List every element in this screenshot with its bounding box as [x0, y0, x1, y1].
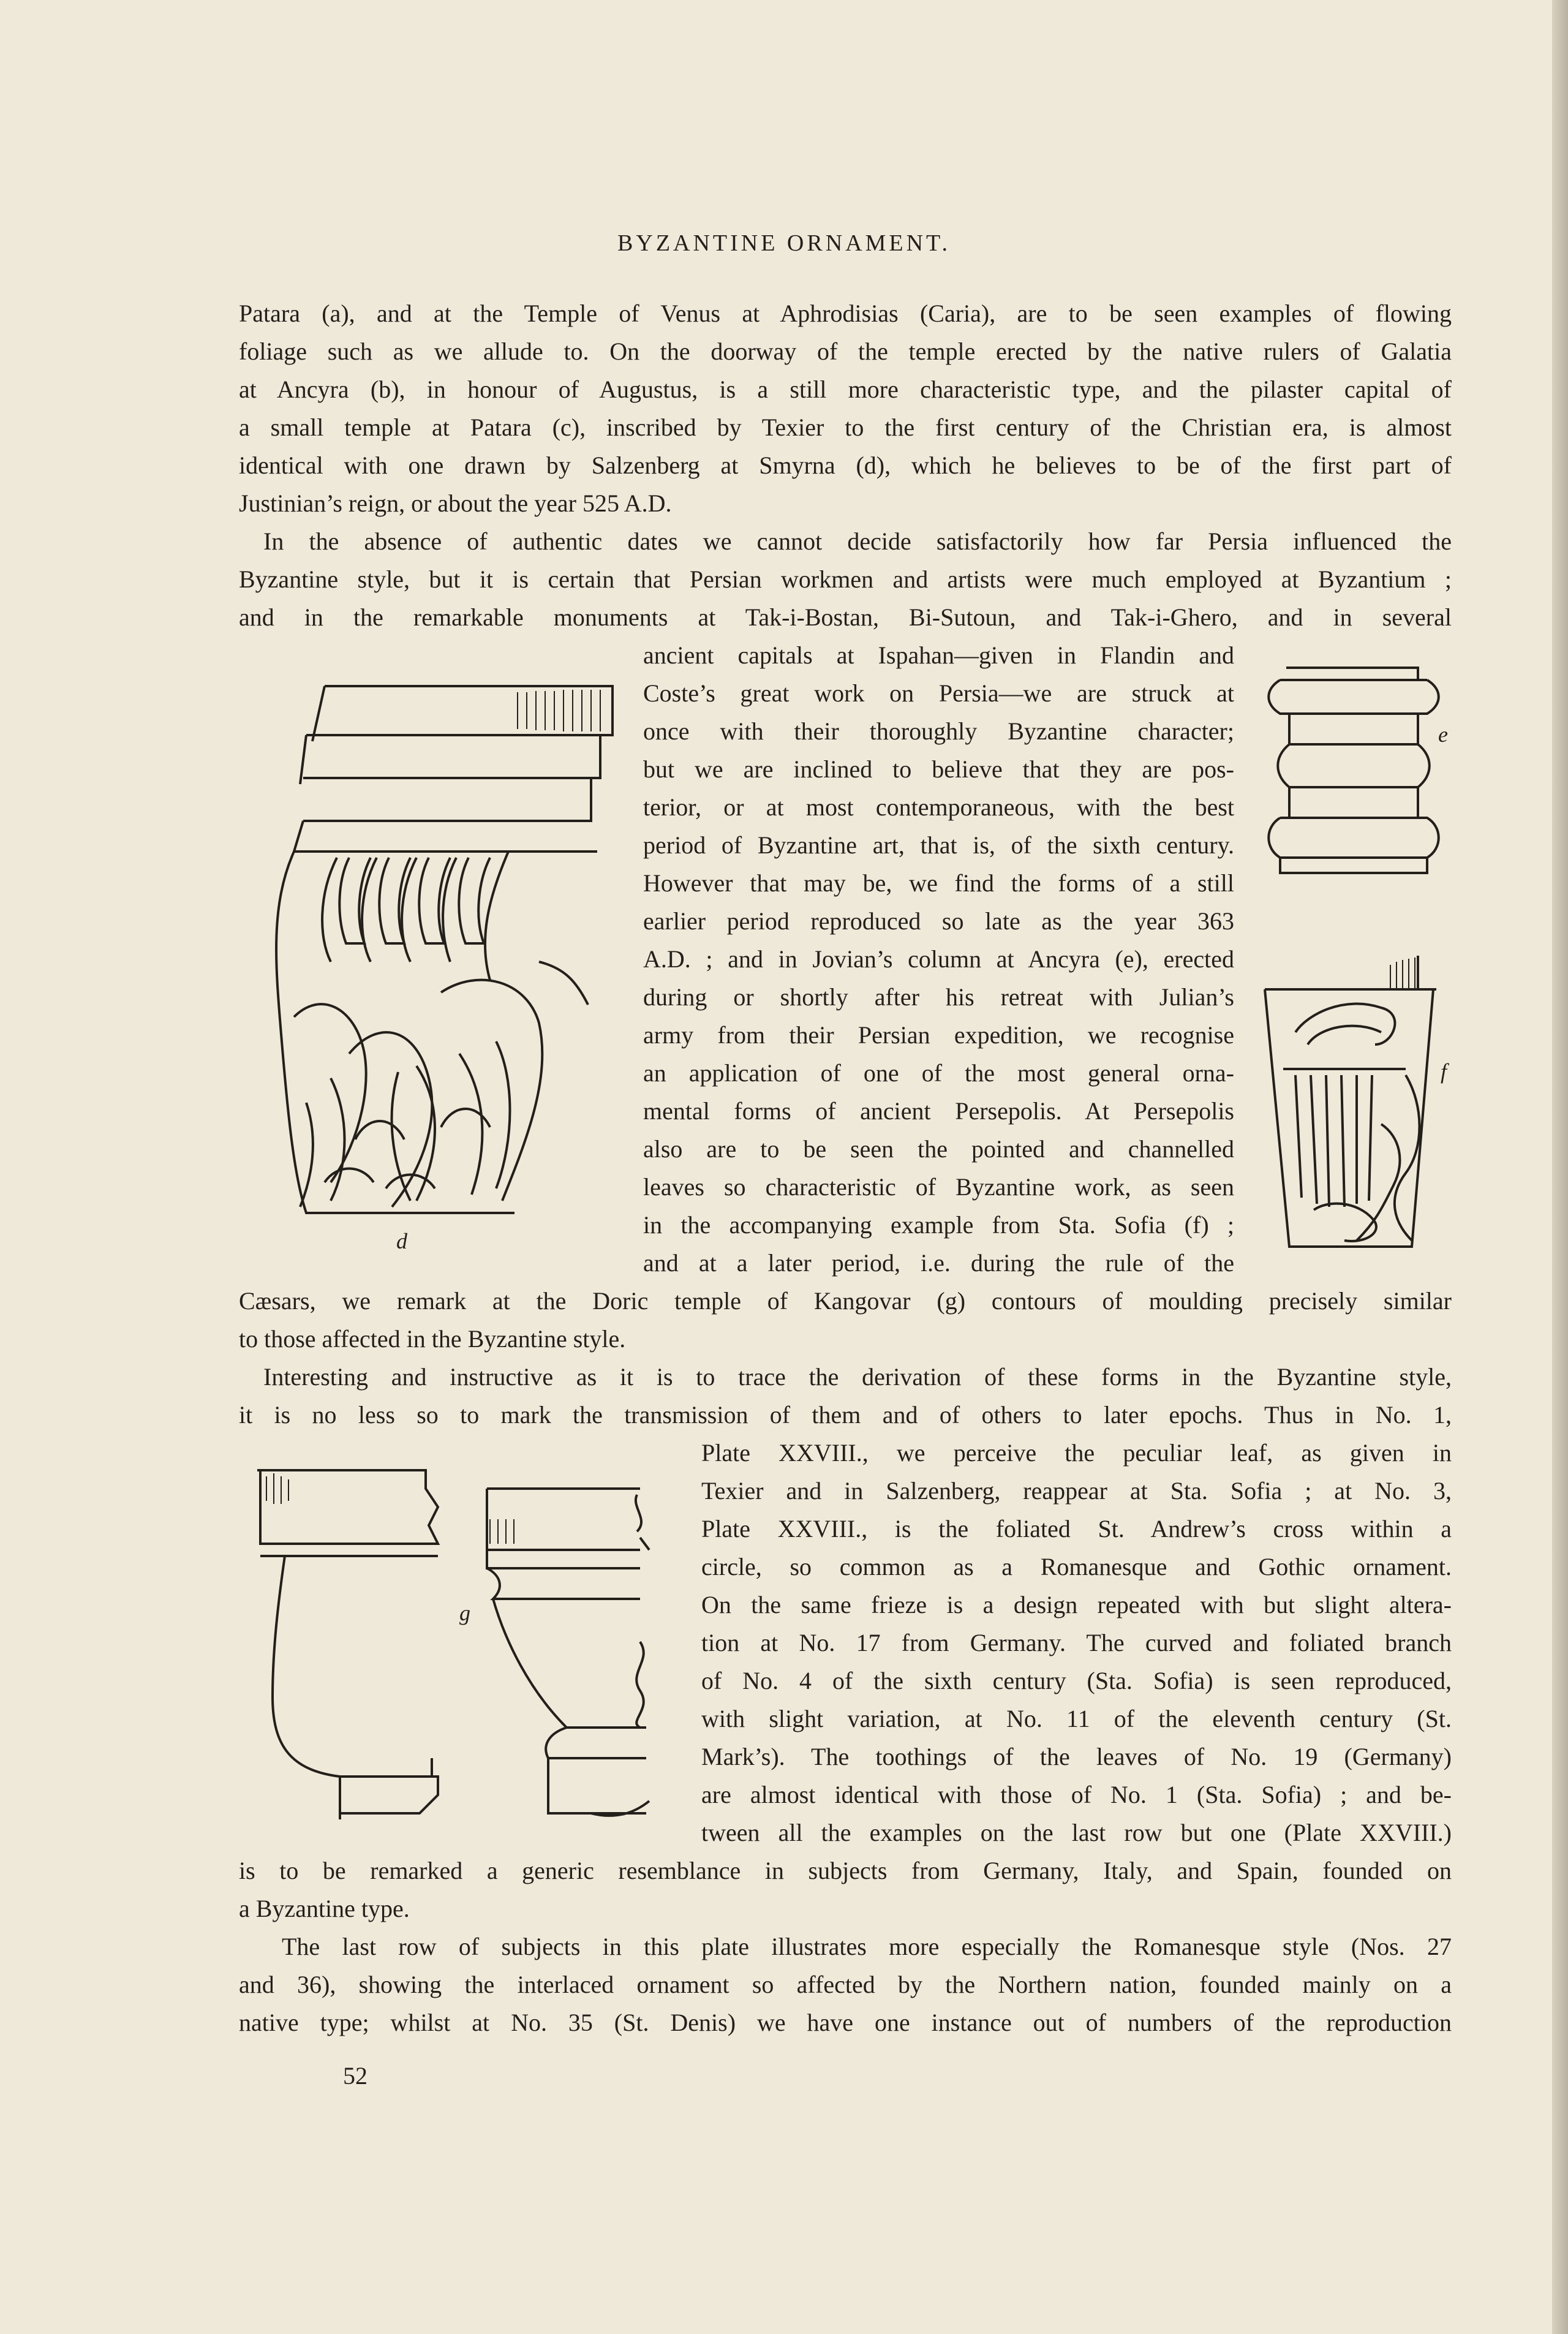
text-line: but we are inclined to believe that they are pos-: [643, 755, 1234, 783]
text-line: Justinian’s reign, or about the year 525 A.D.: [239, 489, 672, 517]
text-line: army from their Persian expedition, we recognise: [643, 1021, 1234, 1049]
text-line: leaves so characteristic of Byzantine work, as seen: [643, 1173, 1234, 1201]
text-line: Plate XXVIII., is the foliated St. Andrew’s cross within a: [701, 1515, 1452, 1543]
text-line: circle, so common as a Romanesque and Gothic ornament.: [701, 1553, 1452, 1581]
text-line: Patara (a), and at the Temple of Venus at Aphrodisias (Caria), are to be seen examples of flowing: [239, 300, 1452, 327]
figure-e-jovian-column: [1262, 665, 1446, 879]
text-line: Interesting and instructive as it is to trace the derivation of these forms in the Byzantine style,: [263, 1363, 1452, 1391]
text-line: Texier and in Salzenberg, reappear at Sta. Sofia ; at No. 3,: [701, 1477, 1452, 1505]
text-line: tion at No. 17 from Germany. The curved and foliated branch: [701, 1629, 1452, 1656]
text-line: a small temple at Patara (c), inscribed by Texier to the first century of the Christian era, is almost: [239, 414, 1452, 441]
text-line: Mark’s). The toothings of the leaves of No. 19 (Germany): [701, 1743, 1452, 1770]
text-line: a Byzantine type.: [239, 1895, 410, 1922]
text-line: period of Byzantine art, that is, of the sixth century.: [643, 831, 1234, 859]
text-line: In the absence of authentic dates we cannot decide satisfactorily how far Persia influenced the: [263, 527, 1452, 555]
text-line: and at a later period, i.e. during the rule of the: [643, 1249, 1234, 1277]
text-line: at Ancyra (b), in honour of Augustus, is a still more characteristic type, and the pilaster capital of: [239, 376, 1452, 403]
text-line: terior, or at most contemporaneous, with the best: [643, 793, 1234, 821]
text-line: foliage such as we allude to. On the doorway of the temple erected by the native rulers of Galatia: [239, 338, 1452, 365]
page-edge: [1552, 0, 1568, 2334]
text-line: are almost identical with those of No. 1 (Sta. Sofia) ; and be-: [701, 1781, 1452, 1808]
text-line: mental forms of ancient Persepolis. At Persepolis: [643, 1097, 1234, 1125]
figure-f-sta-sofia-capital: [1259, 953, 1436, 1253]
text-line: an application of one of the most general orna-: [643, 1059, 1234, 1087]
figure-label-d: d: [396, 1229, 407, 1253]
text-line: earlier period reproduced so late as the year 363: [643, 907, 1234, 935]
text-line: and in the remarkable monuments at Tak-i-Bostan, Bi-Sutoun, and Tak-i-Ghero, and in several: [239, 603, 1452, 631]
figure-g-moulding-left: [254, 1464, 444, 1832]
text-line: is to be remarked a generic resemblance in subjects from Germany, Italy, and Spain, founded on: [239, 1857, 1452, 1884]
text-line: with slight variation, at No. 11 of the eleventh century (St.: [701, 1705, 1452, 1732]
text-line: A.D. ; and in Jovian’s column at Ancyra (e), erected: [643, 945, 1234, 973]
text-line: Coste’s great work on Persia—we are struck at: [643, 679, 1234, 707]
text-line: also are to be seen the pointed and channelled: [643, 1135, 1234, 1163]
text-line: and 36), showing the interlaced ornament so affected by the Northern nation, founded mainly on a: [239, 1971, 1452, 1998]
text-line: However that may be, we find the forms of a still: [643, 869, 1234, 897]
text-line: The last row of subjects in this plate illustrates more especially the Romanesque style (Nos. 27: [282, 1933, 1452, 1960]
text-line: during or shortly after his retreat with Julian’s: [643, 983, 1234, 1011]
text-line: ancient capitals at Ispahan—given in Flandin and: [643, 641, 1234, 669]
figure-label-e: e: [1438, 722, 1448, 747]
text-line: it is no less so to mark the transmission of them and of others to later epochs. Thus in No. 1,: [239, 1401, 1452, 1429]
page-number: 52: [343, 2062, 368, 2090]
text-line: once with their thoroughly Byzantine character;: [643, 717, 1234, 745]
text-line: Plate XXVIII., we perceive the peculiar leaf, as given in: [701, 1439, 1452, 1467]
text-line: identical with one drawn by Salzenberg at Smyrna (d), which he believes to be of the first part of: [239, 451, 1452, 479]
text-line: Cæsars, we remark at the Doric temple of Kangovar (g) contours of moulding precisely similar: [239, 1287, 1452, 1315]
text-line: native type; whilst at No. 35 (St. Denis) we have one instance out of numbers of the reproduction: [239, 2009, 1452, 2036]
figure-g-moulding-right: [481, 1482, 652, 1832]
figure-label-g: g: [459, 1601, 470, 1625]
text-line: of No. 4 of the sixth century (Sta. Sofia) is seen reproduced,: [701, 1667, 1452, 1694]
figure-label-f: f: [1441, 1059, 1447, 1084]
text-line: On the same frieze is a design repeated with but slight altera-: [701, 1591, 1452, 1618]
text-line: to those affected in the Byzantine style.: [239, 1325, 626, 1353]
figure-d-pilaster-capital: [257, 674, 625, 1237]
running-header: BYZANTINE ORNAMENT.: [617, 230, 951, 256]
text-line: tween all the examples on the last row but one (Plate XXVIII.): [701, 1819, 1452, 1846]
text-line: in the accompanying example from Sta. Sofia (f) ;: [643, 1211, 1234, 1239]
text-line: Byzantine style, but it is certain that Persian workmen and artists were much employed at Byzantium ;: [239, 565, 1452, 593]
